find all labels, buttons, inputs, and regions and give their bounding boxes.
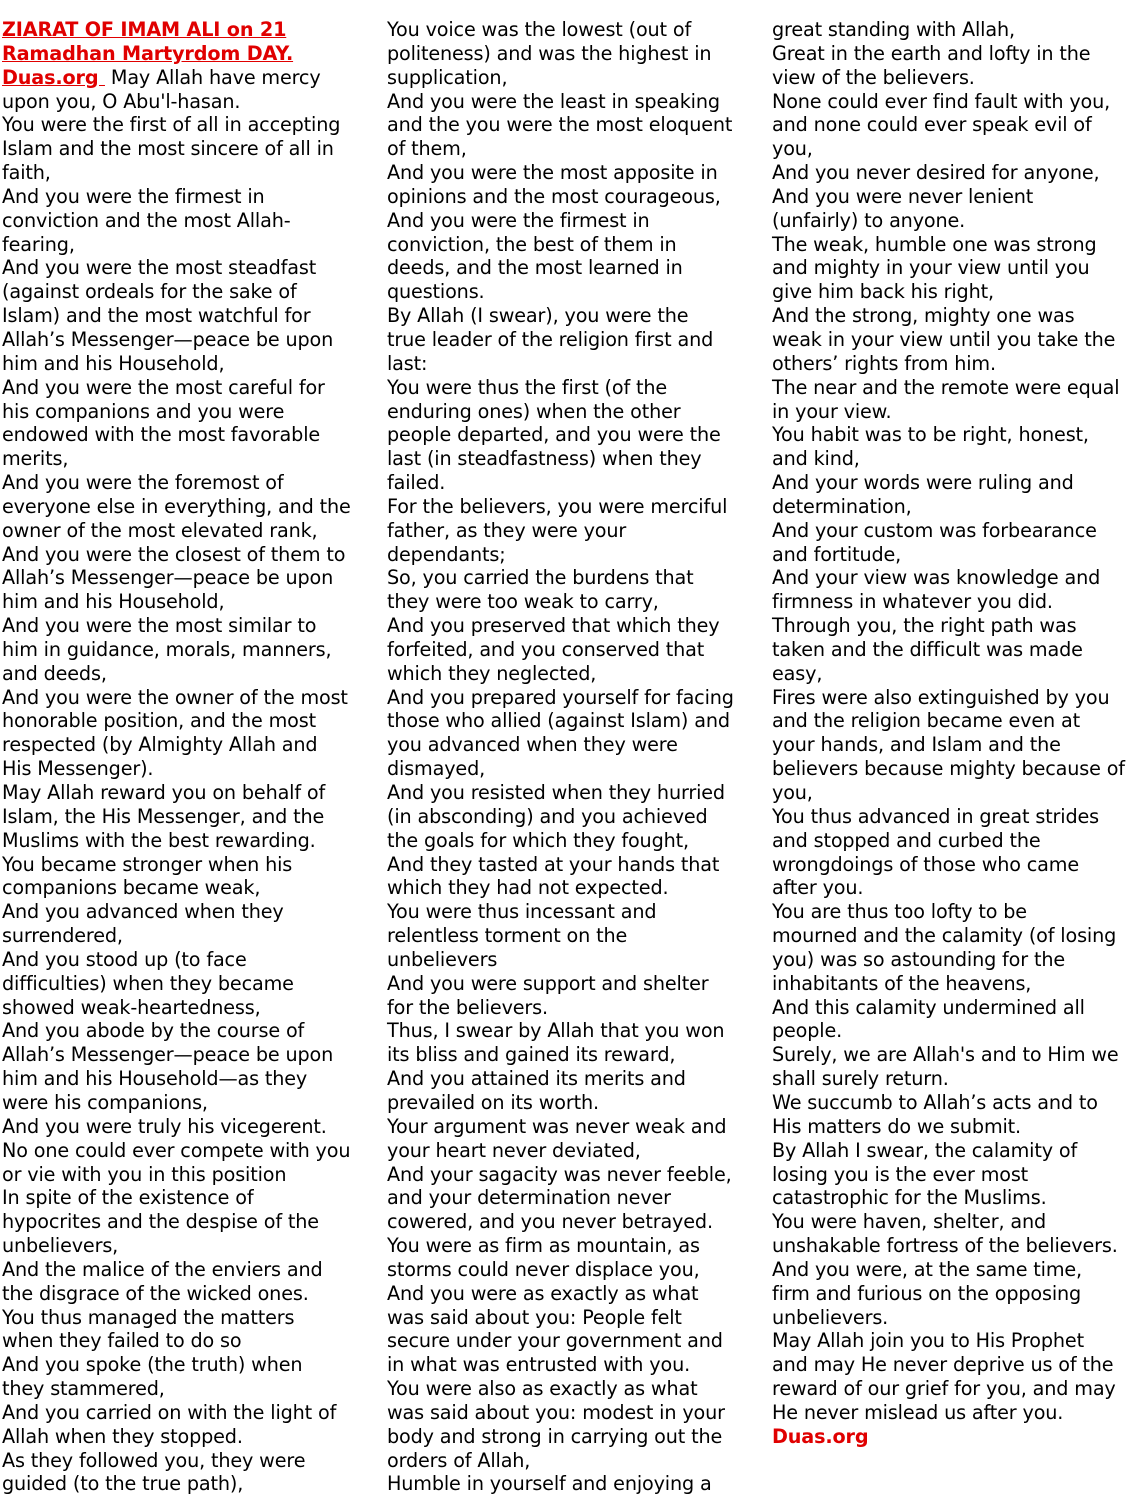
text-line: Islam, the His Messenger, and the [2,804,325,828]
text-line: faith, [2,161,51,185]
text-line: fearing, [2,232,75,256]
text-line: And you stood up (to face [2,947,247,971]
document-title-line-2: Ramadhan Martyrdom DAY. [2,41,294,65]
text-line: And your words were ruling and [772,471,1074,495]
text-line: The near and the remote were equal [772,375,1120,399]
column-2 [387,18,763,1496]
text-line: Your argument was never weak and [387,1114,727,1138]
text-line: they were too weak to carry, [387,590,659,614]
text-line: And you were the closest of them to [2,542,346,566]
text-line: the disgrace of the wicked ones. [2,1281,309,1305]
text-line: And you were the foremost of [2,471,284,495]
text-line: secure under your government and [387,1329,723,1353]
text-line: and deeds, [2,661,107,685]
first-line [2,66,378,90]
text-line: prevailed on its worth. [387,1090,599,1114]
text-line: supplication, [387,65,508,89]
text-line: You are thus too lofty to be [772,900,1027,924]
text-line: believers because mighty because of [772,757,1125,781]
text-line: You were also as exactly as what [387,1377,698,1401]
text-line: And you were as exactly as what [387,1281,699,1305]
text-line: orders of Allah, [387,1448,531,1472]
duas-org-footer-link[interactable]: Duas.org [772,1424,869,1448]
text-line: easy, [772,661,823,685]
text-line: last: [387,351,428,375]
text-line: Fires were also extinguished by you [772,685,1110,709]
text-line: May Allah join you to His Prophet [772,1329,1084,1353]
text-line: Thus, I swear by Allah that you won [387,1019,725,1043]
text-line: And you were the owner of the most [2,685,348,709]
text-line: And you attained its merits and [387,1067,686,1091]
text-line: others’ rights from him. [772,351,996,375]
text-line: dependants; [387,542,506,566]
text-line: and none could ever speak evil of [772,113,1092,137]
text-line: unbelievers [387,947,498,971]
duas-org-link[interactable]: Duas.org [2,65,105,89]
text-line: By Allah (I swear), you were the [387,304,689,328]
text-line: And you never desired for anyone, [772,161,1100,185]
text-line: You became stronger when his [2,852,293,876]
text-line: His Messenger). [2,757,154,781]
text-line: showed weak-heartedness, [2,995,261,1019]
text-line: And your custom was forbearance [772,518,1097,542]
text-line: storms could never displace you, [387,1257,700,1281]
column-3 [772,18,1138,1449]
text-line: You thus managed the matters [2,1305,295,1329]
text-line: And this calamity undermined all [772,995,1085,1019]
text-line: hypocrites and the despise of the [2,1210,319,1234]
text-line: losing you is the ever most [772,1162,1029,1186]
text-line: And you prepared yourself for facing [387,685,734,709]
text-line: You were thus the first (of the [387,375,668,399]
text-line: firmness in whatever you did. [772,590,1053,614]
text-line: The weak, humble one was strong [772,232,1097,256]
text-line: respected (by Almighty Allah and [2,733,318,757]
text-line: reward of our grief for you, and may [772,1377,1116,1401]
text-line: for the believers. [387,995,548,1019]
text-line: merits, [2,447,69,471]
text-line: inhabitants of the heavens, [772,971,1032,995]
text-line: him in guidance, morals, manners, [2,637,332,661]
text-line: And the malice of the enviers and [2,1257,323,1281]
column-1 [2,18,378,1496]
text-line: everyone else in everything, and the [2,494,351,518]
text-line: And you were the most similar to [2,614,317,638]
text-line: him and his Household, [2,590,225,614]
text-line: conviction, the best of them in [387,232,677,256]
text-line: And you were the firmest in [2,184,265,208]
text-line: were his companions, [2,1090,208,1114]
text-line: Allah’s Messenger—peace be upon [2,566,334,590]
text-line: Allah when they stopped. [2,1424,243,1448]
text-line: him and his Household—as they [2,1067,308,1091]
text-line: and mighty in your view until you [772,256,1090,280]
text-line: your heart never deviated, [387,1138,641,1162]
text-line: and the you were the most eloquent [387,113,733,137]
text-line: view of the believers. [772,65,975,89]
text-line: And you abode by the course of [2,1019,305,1043]
text-line: And you were truly his vicegerent. [2,1114,327,1138]
text-line: difficulties) when they became [2,971,294,995]
text-line: last (in steadfastness) when they [387,447,702,471]
text-line: unshakable fortress of the believers. [772,1234,1118,1258]
column-3-lines [772,18,1138,1425]
text-line: failed. [387,471,446,495]
text-line: Surely, we are Allah's and to Him we [772,1043,1119,1067]
text-line: opinions and the most courageous, [387,184,721,208]
text-line: And you spoke (the truth) when [2,1353,303,1377]
text-line: and kind, [772,447,860,471]
column-2-lines [387,18,763,1496]
text-line: politeness) and was the highest in [387,41,712,65]
text-line: And you were never lenient [772,184,1034,208]
text-line: Great in the earth and lofty in the [772,41,1091,65]
text-line: which they had not expected. [387,876,669,900]
text-line: And you were the most steadfast [2,256,317,280]
text-line: they stammered, [2,1377,165,1401]
text-line: and the religion became even at [772,709,1080,733]
text-line: You were haven, shelter, and [772,1210,1047,1234]
text-line: In spite of the existence of [2,1186,254,1210]
text-line: Humble in yourself and enjoying a [387,1472,712,1496]
text-line: And you resisted when they hurried [387,781,725,804]
text-line: of them, [387,137,467,161]
text-line: was said about you: modest in your [387,1400,725,1424]
text-line: which they neglected, [387,661,597,685]
text-line: surrendered, [2,924,123,948]
text-line: And you were, at the same time, [772,1257,1083,1281]
text-line: you advanced when they were [387,733,678,757]
text-line: guided (to the true path), [2,1472,244,1496]
text-line: his companions and you were [2,399,285,423]
text-line: the goals for which they fought, [387,828,689,852]
text-line: honorable position, and the most [2,709,316,733]
text-line: body and strong in carrying out the [387,1424,723,1448]
text-line: unbelievers. [772,1305,889,1329]
text-line: give him back his right, [772,280,994,304]
text-line: And you were the most careful for [2,375,325,399]
text-line: Islam) and the most watchful for [2,304,311,328]
text-line: For the believers, you were merciful [387,494,728,518]
text-line: catastrophic for the Muslims. [772,1186,1047,1210]
text-line: weak in your view until you take the [772,327,1116,351]
text-line: questions. [387,280,485,304]
text-line: We succumb to Allah’s acts and to [772,1090,1098,1114]
text-line: mourned and the calamity (of losing [772,924,1117,948]
text-line: Allah’s Messenger—peace be upon [2,327,334,351]
text-line: None could ever find fault with you, [772,89,1111,113]
text-line: was said about you: People felt [387,1305,682,1329]
text-line: No one could ever compete with you [2,1138,351,1162]
text-line: And you advanced when they [2,900,284,924]
text-line: You voice was the lowest (out of [387,18,692,41]
text-line: or vie with you in this position [2,1162,287,1186]
text-line: You were thus incessant and [387,900,657,924]
text-line: His matters do we submit. [772,1114,1021,1138]
text-line: cowered, and you never betrayed. [387,1210,713,1234]
text-line: As they followed you, they were [2,1448,306,1472]
text-line: those who allied (against Islam) and [387,709,730,733]
text-line: Muslims with the best rewarding. [2,828,316,852]
text-line: shall surely return. [772,1067,949,1091]
text-line: You habit was to be right, honest, [772,423,1089,447]
text-line: unbelievers, [2,1234,119,1258]
text-line: By Allah I swear, the calamity of [772,1138,1078,1162]
text-line: upon you, O Abu'l-hasan. [2,89,241,113]
text-line: Islam and the most sincere of all in [2,137,334,161]
text-line: endowed with the most favorable [2,423,321,447]
text-line: and may He never deprive us of the [772,1353,1114,1377]
text-line: firm and furious on the opposing [772,1281,1082,1305]
text-line: Through you, the right path was [772,614,1077,638]
text-line: dismayed, [387,757,486,781]
text-line: And you were support and shelter [387,971,709,995]
column-1-lines [2,90,378,1496]
text-line: you) was so astounding for the [772,947,1065,971]
text-line: and fortitude, [772,542,902,566]
text-line: companions became weak, [2,876,261,900]
text-line: him and his Household, [2,351,225,375]
text-line: He never mislead us after you. [772,1400,1064,1424]
text-line: You thus advanced in great strides [772,804,1099,828]
text-line: Allah’s Messenger—peace be upon [2,1043,334,1067]
text-line: forfeited, and you conserved that [387,637,705,661]
text-line: when they failed to do so [2,1329,242,1353]
text-line: in what was entrusted with you. [387,1353,691,1377]
text-line: deeds, and the most learned in [387,256,683,280]
text-line: (in absconding) and you achieved [387,804,708,828]
document-title-line-1: ZIARAT OF IMAM ALI on 21 [2,18,287,41]
text-line: owner of the most elevated rank, [2,518,318,542]
text-line: true leader of the religion first and [387,327,714,351]
text-line: enduring ones) when the other [387,399,681,423]
text-line: And you were the most apposite in [387,161,718,185]
text-line: And the strong, mighty one was [772,304,1075,328]
text-line: you, [772,137,813,161]
text-line: And you preserved that which they [387,614,720,638]
text-line: in your view. [772,399,892,423]
text-line: (unfairly) to anyone. [772,208,966,232]
text-line: May Allah reward you on behalf of [2,781,326,804]
text-line: conviction and the most Allah- [2,208,291,232]
text-line: taken and the difficult was made [772,637,1083,661]
first-line-text: May Allah have mercy [104,65,321,89]
text-line: And they tasted at your hands that [387,852,720,876]
text-line: And you were the least in speaking [387,89,720,113]
text-line: people. [772,1019,843,1043]
text-line: its bliss and gained its reward, [387,1043,676,1067]
text-line: people departed, and you were the [387,423,721,447]
text-line: And your sagacity was never feeble, [387,1162,732,1186]
text-line: and your determination never [387,1186,671,1210]
text-line: You were as firm as mountain, as [387,1234,700,1258]
text-line: your hands, and Islam and the [772,733,1061,757]
text-line: (against ordeals for the sake of [2,280,297,304]
text-line: determination, [772,494,912,518]
text-line: you, [772,781,813,804]
text-line: wrongdoings of those who came [772,852,1079,876]
text-line: And you were the firmest in [387,208,650,232]
text-line: relentless torment on the [387,924,628,948]
text-line: And your view was knowledge and [772,566,1101,590]
text-line: You were the first of all in accepting [2,113,341,137]
text-line: great standing with Allah, [772,18,1015,41]
text-line: So, you carried the burdens that [387,566,694,590]
text-line: and stopped and curbed the [772,828,1041,852]
text-line: father, as they were your [387,518,627,542]
text-line: after you. [772,876,864,900]
text-line: And you carried on with the light of [2,1400,337,1424]
